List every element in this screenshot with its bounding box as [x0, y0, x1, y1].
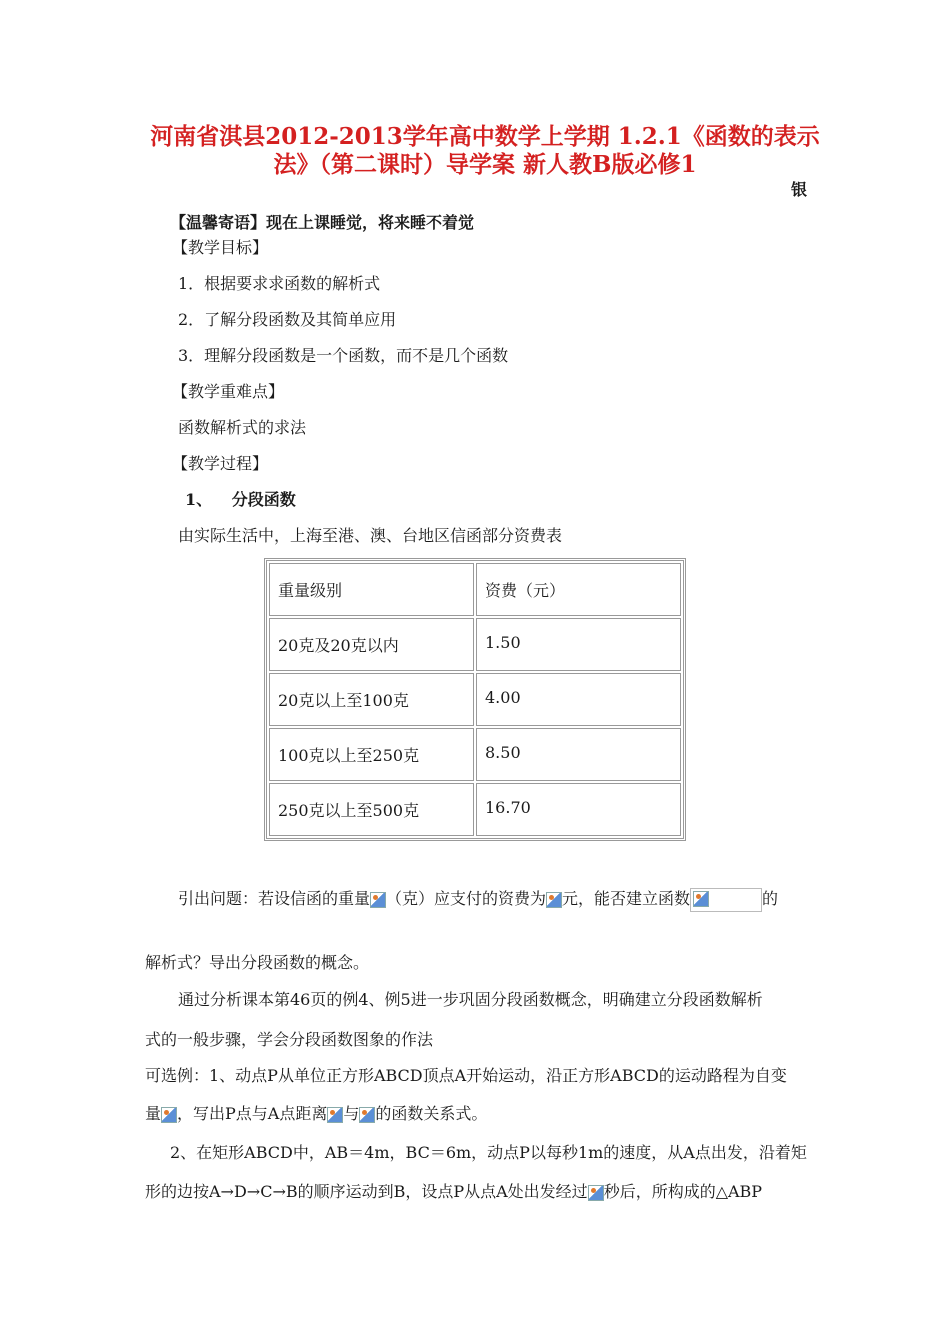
table-cell: 20克以上至100克: [269, 673, 474, 726]
table-cell: 250克以上至500克: [269, 783, 474, 836]
document-title-line2: 法》（第二课时）导学案 新人教B版必修1: [273, 151, 697, 178]
broken-image-icon: [588, 1185, 604, 1201]
example1-part-d: 的函数关系式。: [375, 1104, 488, 1123]
table-cell: 16.70: [476, 783, 681, 836]
document-title-line1: 河南省淇县2012-2013学年高中数学上学期 1.2.1《函数的表示: [150, 123, 820, 150]
section-title: 分段函数: [231, 490, 296, 509]
broken-image-icon: [161, 1107, 177, 1123]
goal-item: 1．根据要求求函数的解析式: [178, 274, 381, 293]
table-header-row: [269, 563, 681, 616]
example1-line1: 可选例：1、动点P从单位正方形ABCD顶点A开始运动，沿正方形ABCD的运动路程为自变: [145, 1066, 787, 1085]
para2-line1: 通过分析课本第46页的例4、例5进一步巩固分段函数概念，明确建立分段函数解析: [178, 990, 763, 1009]
motto: 【温馨寄语】现在上课睡觉，将来睡不着觉: [170, 213, 475, 232]
table-row: [269, 618, 681, 671]
example1-line2: [145, 1104, 487, 1124]
fee-table: [264, 558, 686, 841]
example2-line2: [145, 1182, 762, 1202]
table-row: [269, 673, 681, 726]
example1-part-b: ，写出P点与A点距离: [177, 1104, 328, 1123]
example2-part-b: 秒后，所构成的△ABP: [603, 1182, 763, 1201]
table-cell: 1.50: [476, 618, 681, 671]
table-cell: 8.50: [476, 728, 681, 781]
example1-part-c: 与: [343, 1104, 360, 1123]
question-part2: （克）应支付的资费为: [386, 889, 547, 908]
author-name: 银: [790, 180, 807, 199]
broken-image-icon: [370, 892, 386, 908]
broken-image-icon: [693, 891, 709, 907]
table-cell: 100克以上至250克: [269, 728, 474, 781]
table-header-cell: 重量级别: [269, 563, 474, 616]
example2-line1: 2、在矩形ABCD中，AB＝4m，BC＝6m，动点P以每秒1m的速度，从A点出发，沿着矩: [170, 1143, 807, 1162]
formula-image: [690, 888, 762, 912]
broken-image-icon: [359, 1107, 375, 1123]
question-part3: 元，能否建立函数: [562, 889, 691, 908]
difficulty-text: 函数解析式的求法: [178, 418, 307, 437]
goal-item: 2．了解分段函数及其简单应用: [178, 310, 397, 329]
goal-item: 3．理解分段函数是一个函数，而不是几个函数: [178, 346, 509, 365]
broken-image-icon: [327, 1107, 343, 1123]
table-cell: 20克及20克以内: [269, 618, 474, 671]
broken-image-icon: [546, 892, 562, 908]
intro-text: 由实际生活中，上海至港、澳、台地区信函部分资费表: [178, 526, 563, 545]
table-row: [269, 783, 681, 836]
goals-header: 【教学目标】: [172, 238, 269, 257]
difficulty-header: 【教学重难点】: [172, 382, 285, 401]
table-cell: 4.00: [476, 673, 681, 726]
example1-part-a: 量: [145, 1104, 162, 1123]
question-part1: 引出问题：若设信函的重量: [178, 889, 371, 908]
question-line1: [178, 888, 778, 912]
process-header: 【教学过程】: [172, 454, 269, 473]
question-line2: 解析式？导出分段函数的概念。: [145, 953, 370, 972]
question-part4: 的: [762, 889, 779, 908]
table-header-cell: 资费（元）: [476, 563, 681, 616]
table-row: [269, 728, 681, 781]
section-number: 1、: [185, 490, 213, 509]
example2-part-a: 形的边按A→D→C→B的顺序运动到B，设点P从点A处出发经过: [145, 1182, 588, 1201]
para2-line2: 式的一般步骤，学会分段函数图象的作法: [145, 1030, 434, 1049]
section-heading: [185, 490, 296, 510]
